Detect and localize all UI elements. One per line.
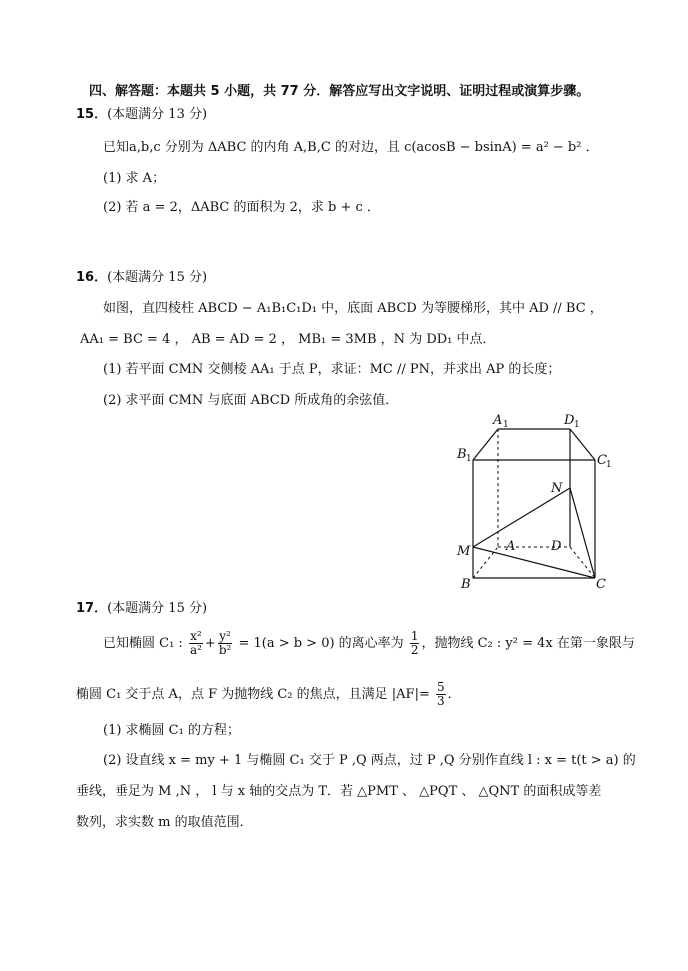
segment-m-c — [473, 547, 595, 578]
label-A: A — [493, 413, 503, 428]
q17-stem1-b: = 1(a > b > 0) 的离心率为 — [234, 636, 408, 651]
q17-points: (本题满分 15 分) — [107, 601, 208, 616]
label-A-base: A — [506, 539, 516, 554]
q17-stem1-a: 已知椭圆 C₁ : — [103, 636, 187, 651]
q16-stem-line1: 如图，直四棱柱 ABCD − A₁B₁C₁D₁ 中，底面 ABCD 为等腰梯形，其中 AD // BC ， — [103, 301, 603, 316]
q16-header — [76, 269, 207, 287]
label-M: M — [457, 544, 471, 559]
edge-d1-c1 — [570, 429, 595, 460]
fraction-x2-a2 — [189, 630, 203, 657]
edge-b1-a1 — [473, 429, 498, 460]
label-D1-sub: 1 — [574, 420, 580, 430]
section-title: 四、解答题：本题共 5 小题，共 77 分．解答应写出文字说明、证明过程或演算步骤。 — [89, 84, 590, 99]
label-N: N — [551, 481, 563, 496]
frac-den-a2: a² — [189, 643, 202, 657]
q17-stem2-b: ． — [447, 687, 461, 702]
hidden-edge-b-a — [473, 547, 498, 578]
prism-figure — [440, 410, 640, 595]
fraction-y2-b2 — [218, 630, 233, 657]
frac-num-1: 1 — [410, 629, 419, 643]
label-D-base: D — [551, 539, 562, 554]
q17-part2-line3: 数列，求实数 m 的取值范围． — [76, 815, 253, 830]
q15-part2: (2) 若 a = 2，ΔABC 的面积为 2，求 b + c ． — [103, 200, 380, 215]
q17-stem2-a: 椭圆 C₁ 交于点 A，点 F 为抛物线 C₂ 的焦点，且满足 |AF|= — [76, 687, 434, 702]
q17-part2-line2: 垂线，垂足为 M ,N ， l 与 x 轴的交点为 T．若 △PMT 、 △PQT 、 △QNT 的面积成等差 — [76, 784, 602, 799]
q17-stem1-c: ，抛物线 C₂ : y² = 4x 在第一象限与 — [421, 636, 635, 651]
frac-num-y2: y² — [219, 629, 231, 643]
fraction-five-thirds — [436, 681, 446, 708]
q17-part1: (1) 求椭圆 C₁ 的方程； — [103, 723, 240, 738]
q16-stem-line2: AA₁ = BC = 4 ， AB = AD = 2 ， MB₁ = 3MB ，N 为 DD₁ 中点． — [80, 332, 496, 347]
q16-part2: (2) 求平面 CMN 与底面 ABCD 所成角的余弦值． — [103, 393, 399, 408]
q16-part1: (1) 若平面 CMN 交侧棱 AA₁ 于点 P，求证：MC // PN，并求出 AP 的长度； — [103, 362, 561, 377]
q15-header — [76, 106, 207, 124]
frac-num-5: 5 — [436, 680, 445, 694]
label-B: B — [457, 447, 467, 462]
q16-number: 16． — [76, 270, 108, 285]
q15-stem: 已知a,b,c 分别为 ΔABC 的内角 A,B,C 的对边，且 c(acosB − bsinA) = a² − b² ． — [103, 140, 599, 155]
q16-points: (本题满分 15 分) — [107, 270, 208, 285]
label-B-base: B — [461, 577, 471, 592]
frac-den-b2: b² — [218, 643, 232, 657]
q17-part2-line1: (2) 设直线 x = my + 1 与椭圆 C₁ 交于 P ,Q 两点，过 P ,Q 分别作直线 l : x = t(t > a) 的 — [103, 753, 636, 768]
frac-num-x2: x² — [190, 629, 202, 643]
frac-den-2: 2 — [410, 643, 419, 657]
frac-den-3: 3 — [436, 694, 445, 708]
q15-points: (本题满分 13 分) — [107, 107, 208, 122]
segment-n-c — [570, 488, 595, 578]
label-C: C — [597, 453, 607, 468]
fraction-one-half — [410, 630, 420, 657]
q15-part1: (1) 求 A； — [103, 171, 166, 186]
q17-stem-line2 — [76, 680, 461, 710]
q15-number: 15． — [76, 107, 108, 122]
label-A1-sub: 1 — [503, 420, 509, 430]
label-D: D — [564, 413, 575, 428]
label-C1-sub: 1 — [606, 460, 612, 470]
label-C-base: C — [596, 577, 606, 592]
q17-stem-line1: 已知椭圆 C₁ : $\frac{\text{x²}}{\text{a²}}$ + $\frac{\text{y²}}{\text{b²}}$ = 1(a > b > 0) 的离心率为 $\frac{1}{2}$ ，抛物线 C₂ : y² = 4x 在第一象限与 — [103, 629, 635, 657]
q17-number: 17． — [76, 601, 108, 616]
label-B1-sub: 1 — [466, 454, 472, 464]
q17-header — [76, 600, 207, 618]
